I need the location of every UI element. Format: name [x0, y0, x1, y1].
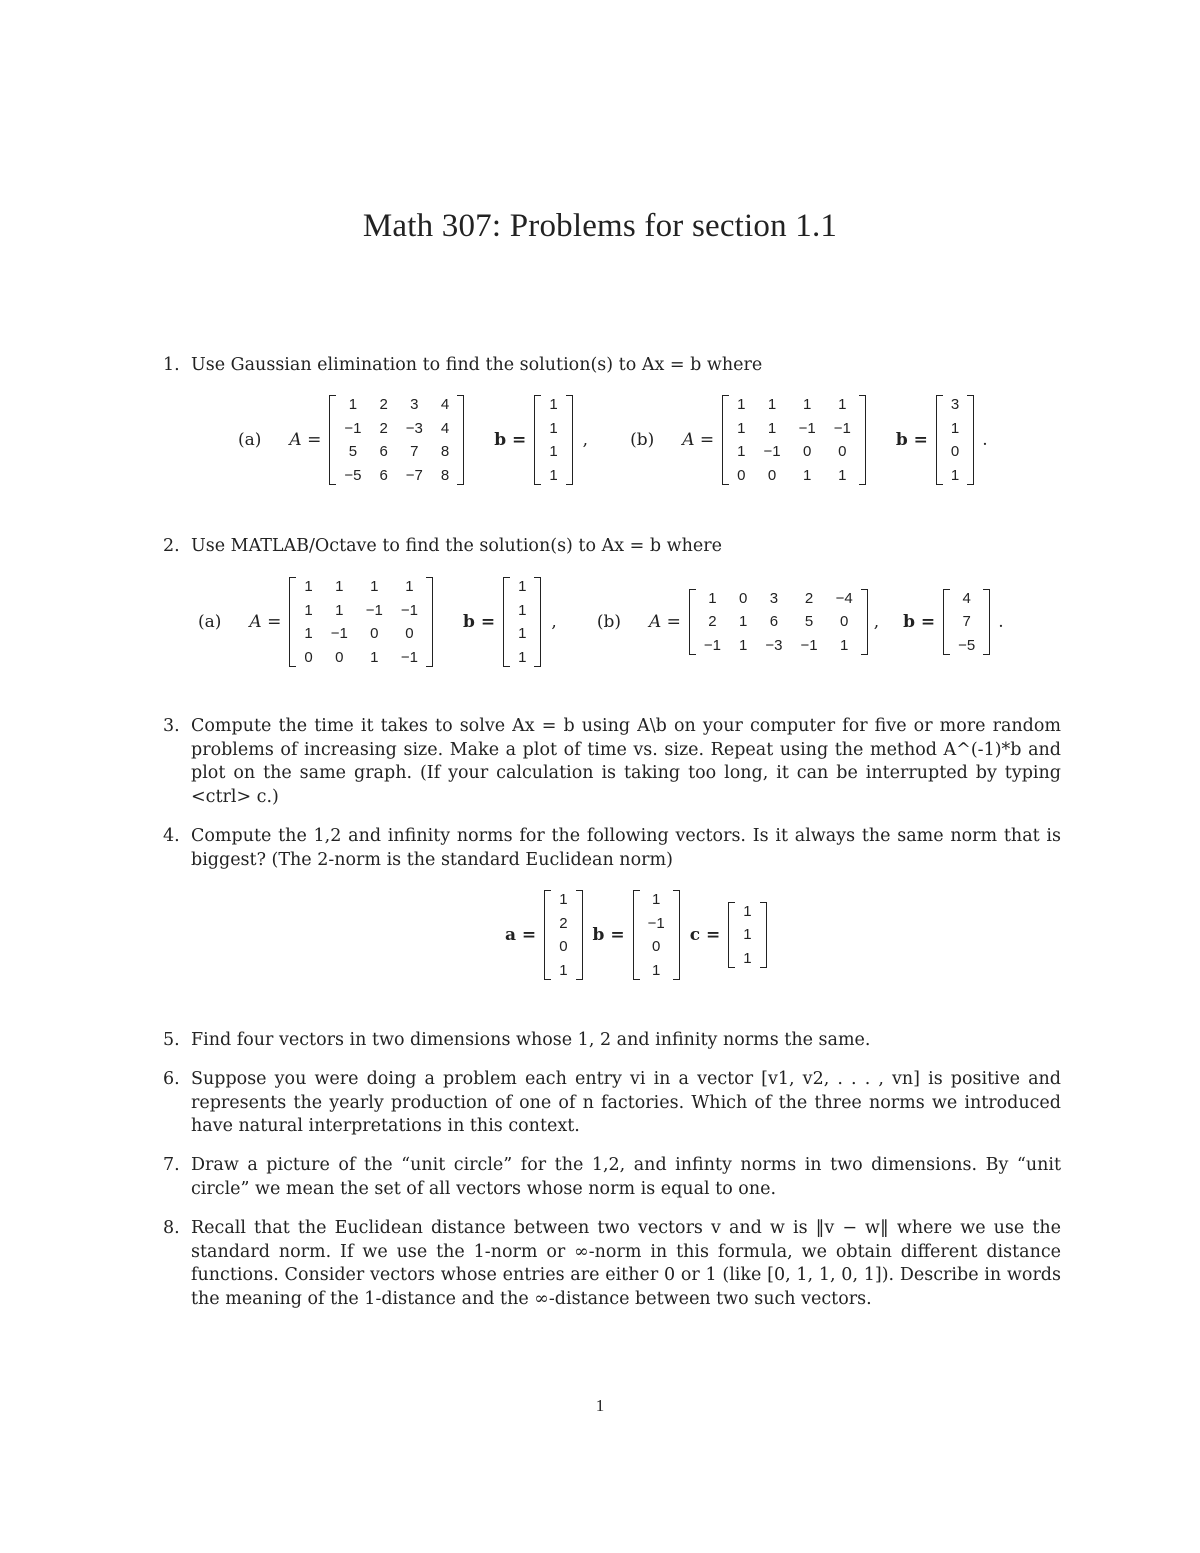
matrix-cell: 0	[737, 466, 746, 484]
vector-label: a =	[505, 925, 537, 945]
matrix-cell: 0	[767, 466, 777, 484]
matrix-cell: 0	[304, 648, 313, 666]
matrix-cell: 3	[410, 396, 419, 413]
matrix-cell: 1	[549, 466, 558, 484]
matrix-label: A =	[682, 430, 715, 450]
matrix-cell: 0	[559, 938, 568, 955]
vector-b	[534, 393, 572, 487]
matrix-cell: 7	[410, 443, 419, 460]
matrix-cell: 1	[739, 636, 748, 654]
matrix-A	[329, 393, 464, 487]
part-label: (b)	[630, 430, 655, 450]
matrix-A	[689, 587, 868, 658]
matrix-cell: 2	[379, 396, 388, 413]
page-number: 1	[595, 1396, 605, 1415]
matrix-cell: 1	[737, 443, 746, 460]
matrix-cell: 1	[737, 396, 746, 413]
problem-number: 5.	[163, 1030, 180, 1050]
vector-b	[943, 587, 990, 658]
matrix-cell: 5	[804, 613, 814, 631]
matrix-cell: 1	[802, 396, 812, 413]
matrix-cell: 0	[739, 589, 748, 607]
matrix-A	[722, 393, 866, 487]
vector-label: b =	[494, 430, 527, 450]
page-title: Math 307: Problems for section 1.1	[362, 208, 838, 244]
problem-2	[163, 535, 1061, 559]
matrix-cell: 0	[802, 443, 812, 460]
matrix-cell: 0	[839, 613, 849, 631]
matrix-cell: −1	[400, 648, 419, 666]
matrix-cell: 2	[559, 914, 568, 932]
matrix-cell: 1	[518, 601, 527, 619]
matrix-cell: −1	[344, 419, 362, 437]
matrix-cell: 1	[743, 902, 752, 920]
vector-b	[633, 888, 680, 982]
matrix-cell: 6	[379, 443, 388, 460]
problem-text: Use MATLAB/Octave to find the solution(s) to Ax = b where	[191, 536, 722, 556]
matrix-cell: 1	[518, 578, 527, 595]
matrix-cell: 4	[962, 589, 971, 607]
matrix-cell: 5	[348, 443, 358, 460]
matrix-cell: −1	[647, 914, 665, 932]
matrix-cell: 1	[767, 419, 777, 437]
matrix-cell: 4	[440, 396, 450, 413]
matrix-cell: 4	[440, 419, 450, 437]
problem-number: 7.	[163, 1155, 180, 1175]
vector-b	[936, 393, 974, 487]
matrix-cell: 1	[549, 443, 558, 460]
problem-text: Compute the time it takes to solve Ax = b using A\b on your computer for five or more random problems of increasing size. Make a plot of time vs. size. Repeat using the method A^(-1)*b and plot on the same graph. (If your calculation is taking too long, it can be interrupted by typing <ctrl> c.)	[191, 716, 1061, 807]
matrix-cell: 1	[651, 961, 661, 979]
matrix-cell: 1	[651, 891, 661, 908]
matrix-cell: 6	[379, 466, 388, 484]
problem-5	[163, 1029, 1061, 1053]
separator: .	[982, 430, 988, 450]
matrix-cell: 1	[304, 625, 313, 642]
matrix-cell: 1	[559, 961, 568, 979]
matrix-cell: 0	[405, 625, 414, 642]
matrix-cell: 2	[379, 419, 388, 437]
problem-number: 1.	[163, 355, 180, 375]
matrix-cell: −1	[833, 419, 851, 437]
problem-number: 8.	[163, 1218, 180, 1238]
problem-7	[163, 1154, 1061, 1201]
matrix-cell: 8	[440, 466, 450, 484]
matrix-cell: 1	[518, 648, 527, 666]
matrix-cell: 1	[348, 396, 358, 413]
vector-a	[544, 888, 582, 982]
matrix-label: A =	[249, 612, 282, 632]
problem-number: 3.	[163, 716, 180, 736]
vector-label: c =	[689, 925, 721, 945]
matrix-cell: −1	[798, 419, 816, 437]
matrix-cell: −1	[703, 636, 722, 654]
problem-text: Use Gaussian elimination to find the solution(s) to Ax = b where	[191, 355, 763, 375]
matrix-cell: 1	[743, 949, 752, 967]
problem-1	[163, 354, 1061, 378]
matrix-cell: −4	[835, 589, 853, 607]
problem-number: 2.	[163, 536, 180, 556]
matrix-cell: 1	[335, 601, 344, 619]
problem-4	[163, 825, 1061, 872]
matrix-cell: −3	[405, 419, 423, 437]
vector-label: b =	[463, 612, 496, 632]
problem-8	[163, 1217, 1061, 1311]
problem-text: Compute the 1,2 and infinity norms for the following vectors. Is it always the same norm that is biggest? (The 2-norm is the standard Euclidean norm)	[191, 826, 1061, 870]
matrix-cell: 1	[739, 613, 748, 631]
matrix-cell: 1	[743, 926, 752, 944]
matrix-cell: 2	[804, 589, 814, 607]
matrix-cell: −3	[765, 636, 783, 654]
matrix-cell: 0	[370, 625, 379, 642]
matrix-cell: −5	[344, 466, 362, 484]
matrix-cell: 1	[708, 589, 717, 607]
matrix-cell: 1	[370, 578, 379, 595]
matrix-cell: 1	[767, 396, 777, 413]
matrix-cell: 1	[405, 578, 414, 595]
matrix-cell: 0	[838, 443, 847, 460]
matrix-cell: 0	[335, 648, 344, 666]
separator: ,	[551, 612, 557, 632]
matrix-cell: 1	[839, 636, 849, 654]
matrix-cell: 1	[950, 466, 960, 484]
separator: ,	[582, 430, 589, 450]
problem-1-matrices	[238, 393, 988, 487]
matrix-cell: 1	[335, 578, 344, 595]
problem-text: Draw a picture of the “unit circle” for the 1,2, and infinty norms in two dimensions. By “unit circle” we mean the set of all vectors whose norm is equal to one.	[191, 1155, 1061, 1199]
matrix-cell: −1	[763, 443, 781, 460]
part-label: (a)	[198, 612, 222, 632]
separator: .	[998, 612, 1004, 632]
problem-number: 6.	[163, 1069, 180, 1089]
vector-label: b =	[592, 925, 625, 945]
problem-6	[163, 1068, 1061, 1139]
problem-text: Find four vectors in two dimensions whose 1, 2 and infinity norms the same.	[191, 1030, 871, 1050]
part-label: (a)	[238, 430, 262, 450]
matrix-cell: 8	[440, 443, 450, 460]
problem-4-vectors	[505, 888, 767, 982]
matrix-cell: 1	[950, 419, 960, 437]
matrix-cell: −1	[800, 636, 818, 654]
vector-label: b =	[903, 612, 936, 632]
matrix-cell: 1	[559, 891, 568, 908]
part-label: (b)	[596, 612, 621, 632]
vector-c	[728, 900, 766, 971]
matrix-cell: 1	[549, 419, 558, 437]
vector-b	[503, 575, 541, 669]
matrix-cell: 1	[304, 601, 313, 619]
problem-3	[163, 715, 1061, 809]
separator: ,	[873, 612, 880, 632]
matrix-A	[289, 575, 433, 669]
matrix-cell: 2	[708, 613, 717, 631]
matrix-cell: 1	[370, 648, 379, 666]
matrix-cell: 3	[769, 589, 779, 607]
matrix-cell: 1	[838, 396, 847, 413]
matrix-cell: −1	[365, 601, 383, 619]
matrix-cell: 0	[651, 938, 661, 955]
matrix-cell: 1	[838, 466, 847, 484]
problem-2-matrices	[198, 575, 1004, 669]
matrix-cell: 1	[737, 419, 746, 437]
matrix-cell: −1	[400, 601, 419, 619]
matrix-cell: 1	[518, 625, 527, 642]
matrix-label: A =	[289, 430, 322, 450]
matrix-cell: −1	[330, 625, 348, 642]
problem-number: 4.	[163, 826, 180, 846]
matrix-cell: 7	[962, 613, 971, 631]
problem-text: Suppose you were doing a problem each entry vi in a vector [v1, v2, . . . , vn] is positive and represents the yearly production of one of n factories. Which of the three norms we introduced have natural interpretations in this context.	[191, 1069, 1061, 1136]
matrix-cell: 0	[950, 443, 960, 460]
matrix-cell: 3	[950, 396, 960, 413]
problem-text: Recall that the Euclidean distance between two vectors v and w is ‖v − w‖ where we use the standard norm. If we use the 1-norm or ∞-norm in this formula, we obtain different distance functions. Consider vectors whose entries are either 0 or 1 (like [0, 1, 1, 0, 1]). Describe in words the meaning of the 1-distance and the ∞-distance between two such vectors.	[191, 1218, 1061, 1309]
matrix-label: A =	[648, 612, 681, 632]
matrix-cell: 1	[304, 578, 313, 595]
matrix-cell: −5	[958, 636, 976, 654]
matrix-cell: 1	[802, 466, 812, 484]
matrix-cell: 1	[549, 396, 558, 413]
matrix-cell: 6	[769, 613, 779, 631]
vector-label: b =	[895, 430, 928, 450]
matrix-cell: −7	[405, 466, 423, 484]
